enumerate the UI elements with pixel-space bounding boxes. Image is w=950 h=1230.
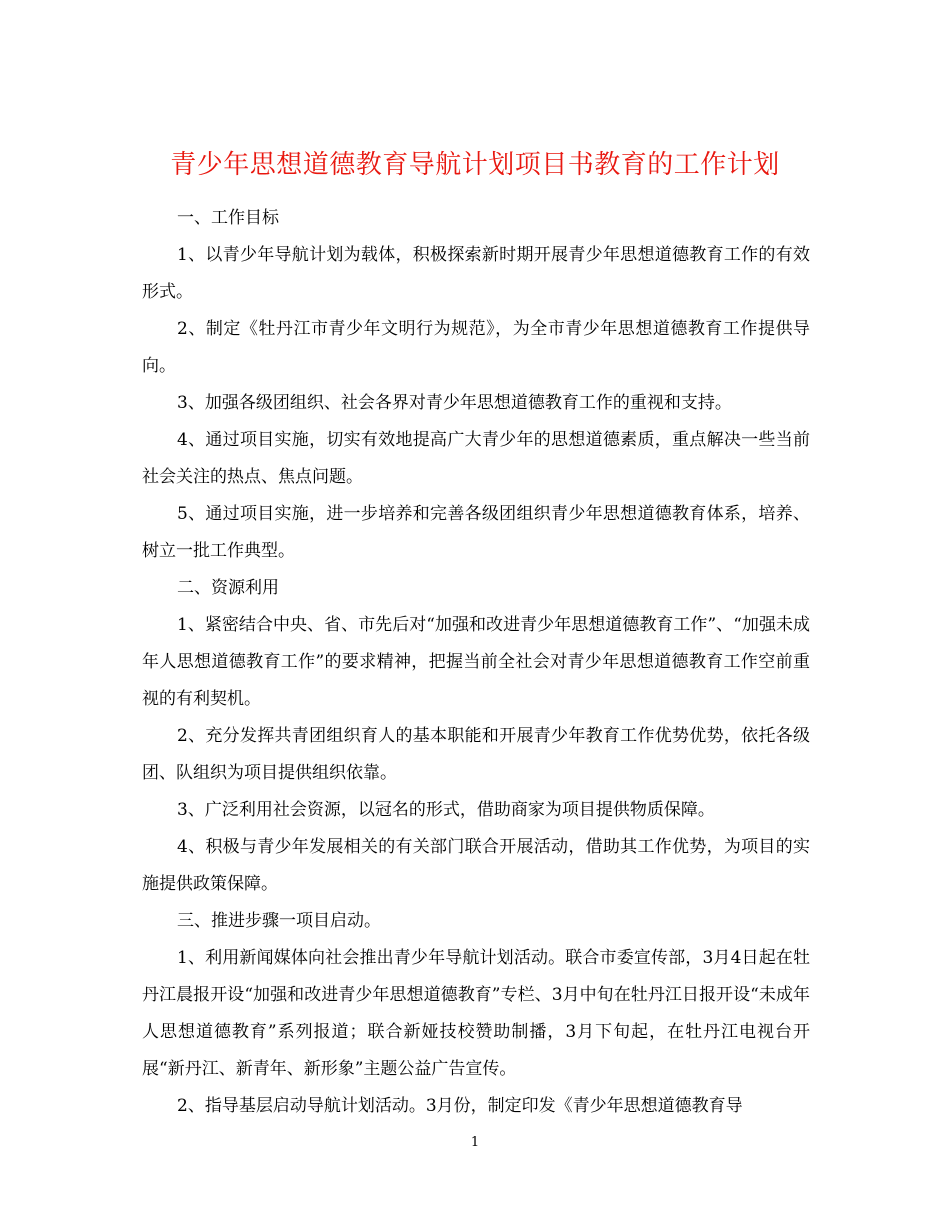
paragraph: 1、以青少年导航计划为载体，积极探索新时期开展青少年思想道德教育工作的有效形式。: [142, 245, 810, 302]
paragraph: 3、加强各级团组织、社会各界对青少年思想道德教育工作的重视和支持。: [177, 393, 732, 413]
paragraph: 5、通过项目实施，进一步培养和完善各级团组织青少年思想道德教育体系，培养、树立一批工作典型。: [142, 504, 810, 561]
page-number: 1: [470, 1135, 480, 1150]
heading-steps: 三、推进步骤一项目启动。: [177, 911, 381, 931]
paragraph: 3、广泛利用社会资源，以冠名的形式，借助商家为项目提供物质保障。: [177, 800, 715, 820]
document-body: [142, 200, 810, 1125]
paragraph: 1、利用新闻媒体向社会推出青少年导航计划活动。联合市委宣传部，3月4日起在牡丹江晨报开设“加强和改进青少年思想道德教育”专栏、3月中旬在牡丹江日报开设“未成年人思想道德教育”系列报道；联合新娅技校赞助制播，3月下旬起，在牡丹江电视台开展“新丹江、新青年、新形象”主题公益广告宣传。: [142, 948, 810, 1079]
paragraph: 2、充分发挥共青团组织育人的基本职能和开展青少年教育工作优势优势，依托各级团、队组织为项目提供组织依靠。: [142, 726, 810, 783]
heading-resource-use: 二、资源利用: [177, 578, 279, 598]
paragraph: 2、制定《牡丹江市青少年文明行为规范》，为全市青少年思想道德教育工作提供导向。: [142, 319, 810, 376]
paragraph: 1、紧密结合中央、省、市先后对“加强和改进青少年思想道德教育工作”、“加强未成年人思想道德教育工作”的要求精神，把握当前全社会对青少年思想道德教育工作空前重视的有利契机。: [142, 615, 810, 709]
document-title: 青少年思想道德教育导航计划项目书教育的工作计划: [170, 150, 780, 181]
heading-work-goals: 一、工作目标: [177, 208, 279, 228]
paragraph: 2、指导基层启动导航计划活动。3月份，制定印发《青少年思想道德教育导: [177, 1096, 743, 1116]
paragraph: 4、积极与青少年发展相关的有关部门联合开展活动，借助其工作优势，为项目的实施提供政策保障。: [142, 837, 810, 894]
paragraph: 4、通过项目实施，切实有效地提高广大青少年的思想道德素质，重点解决一些当前社会关注的热点、焦点问题。: [142, 430, 810, 487]
